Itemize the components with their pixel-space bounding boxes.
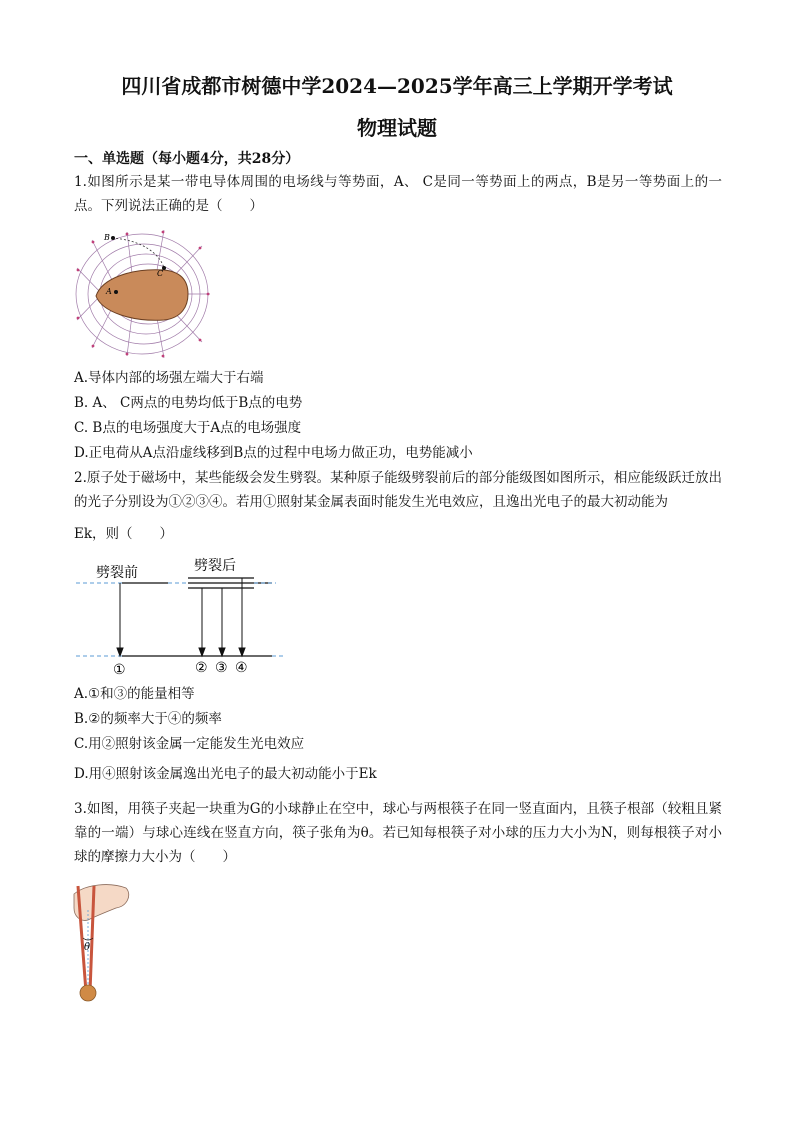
section-heading: 一、单选题（每小题4分，共28分） [74,151,300,167]
question-1-figure [72,228,212,360]
q2-option-d: D.用④照射该金属逸出光电子的最大初动能小于Ek [74,766,377,782]
before-split-label: 劈裂前 [96,565,138,581]
q1-option-b: B. A、 C两点的电势均低于B点的电势 [74,395,303,411]
exam-title: 四川省成都市树德中学2024—2025学年高三上学期开学考试 [121,74,673,98]
question-1-stem: 1.如图所示是某一带电导体周围的电场线与等势面，A、 C是同一等势面上的两点，B是另一等势面上的一点。下列说法正确的是（ ） [74,174,722,214]
q1-option-d: D.正电荷从A点沿虚线移到B点的过程中电场力做正功，电势能减小 [74,445,473,461]
hand-shape [74,885,129,921]
marker-2: ② [195,660,208,676]
question-2-stem-tail: Ek，则（ ） [74,526,174,542]
ball [80,985,96,1001]
q1-option-a: A.导体内部的场强左端大于右端 [74,370,264,386]
exam-subtitle: 物理试题 [357,116,437,140]
q2-option-c: C.用②照射该金属一定能发生光电效应 [74,736,305,752]
theta-label: θ [84,942,91,953]
q1-option-c: C. B点的电场强度大于A点的电场强度 [74,420,302,436]
chopsticks-figure [66,880,136,1005]
label-a: A [106,287,112,296]
label-b: B [104,233,110,242]
marker-1: ① [113,662,126,678]
label-c: C [157,269,164,278]
q2-option-a: A.①和③的能量相等 [74,686,195,702]
q2-option-b: B.②的频率大于④的频率 [74,711,222,727]
marker-3: ③ [215,660,228,676]
question-3-stem: 3.如图，用筷子夹起一块重为G的小球静止在空中，球心与两根筷子在同一竖直面内，且筷子根部（较粗且紧靠的一端）与球心连线在竖直方向，筷子张角为θ。若已知每根筷子对小球的压力大小为N，则每根筷子对小球的摩擦力大小为（ ） [74,801,722,865]
after-split-label: 劈裂后 [194,558,236,574]
energy-level-diagram [72,552,292,682]
question-2-stem: 2.原子处于磁场中，某些能级会发生劈裂。某种原子能级劈裂前后的部分能级图如图所示，相应能级跃迁放出的光子分别设为①②③④。若用①照射某金属表面时能发生光电效应，且逸出光电子的最大初动能为 [74,470,722,510]
marker-4: ④ [235,660,248,676]
